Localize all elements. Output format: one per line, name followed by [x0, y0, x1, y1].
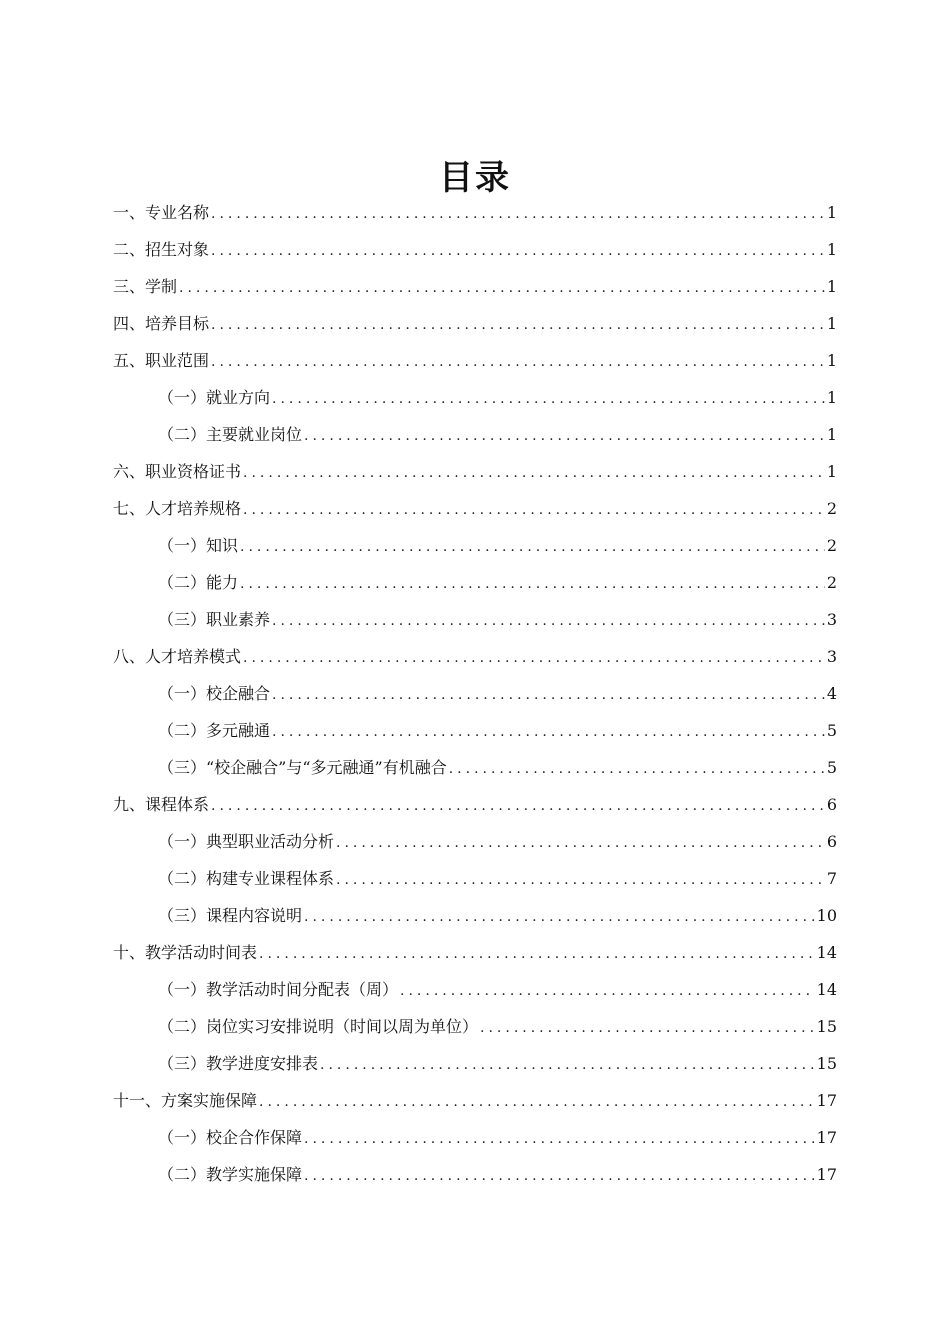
toc-entry-page-number: 1 [826, 351, 837, 370]
toc-entry-label: 六、职业资格证书 [113, 462, 242, 481]
toc-entry-label: （三）职业素养 [158, 610, 271, 629]
toc-entry-label: 十一、方案实施保障 [113, 1091, 258, 1110]
toc-entry[interactable] [113, 342, 837, 379]
toc-entry-page-number: 3 [826, 610, 837, 629]
toc-entry[interactable] [113, 749, 837, 786]
toc-entry[interactable] [113, 527, 837, 564]
toc-entry-label: 二、招生对象 [113, 240, 210, 259]
toc-entry[interactable] [113, 712, 837, 749]
table-of-contents [113, 194, 837, 1193]
toc-entry-label: （二）岗位实习安排说明（时间以周为单位） [158, 1017, 479, 1036]
dot-leader [211, 307, 825, 344]
toc-entry-label: （三）课程内容说明 [158, 906, 303, 925]
toc-entry-label: 五、职业范围 [113, 351, 210, 370]
dot-leader [211, 233, 825, 270]
toc-entry-page-number: 6 [826, 795, 837, 814]
dot-leader [211, 788, 825, 825]
toc-entry-label: 八、人才培养模式 [113, 647, 242, 666]
toc-entry[interactable] [113, 231, 837, 268]
dot-leader [211, 344, 825, 381]
dot-leader [243, 492, 825, 529]
dot-leader [259, 936, 815, 973]
dot-leader [240, 529, 825, 566]
toc-entry-page-number: 7 [826, 869, 837, 888]
toc-entry[interactable] [113, 971, 837, 1008]
toc-entry-page-number: 5 [826, 721, 837, 740]
dot-leader [304, 418, 825, 455]
toc-entry[interactable] [113, 860, 837, 897]
dot-leader [336, 825, 825, 862]
toc-entry-page-number: 4 [826, 684, 837, 703]
toc-entry[interactable] [113, 1008, 837, 1045]
toc-entry-page-number: 2 [826, 536, 837, 555]
toc-entry[interactable] [113, 416, 837, 453]
dot-leader [243, 455, 825, 492]
dot-leader [211, 196, 825, 233]
toc-entry[interactable] [113, 564, 837, 601]
toc-entry[interactable] [113, 638, 837, 675]
toc-entry-page-number: 15 [816, 1054, 837, 1073]
toc-entry[interactable] [113, 379, 837, 416]
toc-entry-label: （三）“校企融合”与“多元融通”有机融合 [158, 758, 447, 777]
dot-leader [304, 899, 815, 936]
dot-leader [304, 1121, 815, 1158]
toc-entry[interactable] [113, 1082, 837, 1119]
toc-entry-label: （一）教学活动时间分配表（周） [158, 980, 399, 999]
toc-entry[interactable] [113, 453, 837, 490]
dot-leader [272, 714, 825, 751]
dot-leader [272, 381, 825, 418]
toc-entry-label: （一）典型职业活动分析 [158, 832, 335, 851]
toc-entry-page-number: 17 [816, 1165, 837, 1184]
dot-leader [272, 677, 825, 714]
dot-leader [336, 862, 825, 899]
toc-entry-label: （一）就业方向 [158, 388, 271, 407]
toc-entry-page-number: 14 [816, 943, 837, 962]
dot-leader [243, 640, 825, 677]
toc-entry[interactable] [113, 601, 837, 638]
toc-entry-page-number: 17 [816, 1091, 837, 1110]
toc-entry[interactable] [113, 786, 837, 823]
toc-entry[interactable] [113, 490, 837, 527]
toc-entry-label: （二）教学实施保障 [158, 1165, 303, 1184]
toc-entry[interactable] [113, 934, 837, 971]
dot-leader [179, 270, 825, 307]
dot-leader [240, 566, 825, 603]
toc-entry-label: （一）知识 [158, 536, 239, 555]
toc-entry-page-number: 1 [826, 425, 837, 444]
toc-entry-label: （二）能力 [158, 573, 239, 592]
toc-entry[interactable] [113, 1156, 837, 1193]
toc-entry-label: 七、人才培养规格 [113, 499, 242, 518]
toc-entry[interactable] [113, 194, 837, 231]
toc-entry-label: 三、学制 [113, 277, 178, 296]
toc-entry-label: （二）多元融通 [158, 721, 271, 740]
dot-leader [449, 751, 825, 788]
toc-entry-page-number: 14 [816, 980, 837, 999]
toc-entry-label: （二）主要就业岗位 [158, 425, 303, 444]
toc-entry-page-number: 1 [826, 388, 837, 407]
toc-entry[interactable] [113, 268, 837, 305]
toc-entry-page-number: 17 [816, 1128, 837, 1147]
toc-entry[interactable] [113, 1119, 837, 1156]
toc-entry[interactable] [113, 1045, 837, 1082]
toc-entry-label: 十、教学活动时间表 [113, 943, 258, 962]
page-title: 目录 [439, 157, 511, 198]
toc-entry-label: （二）构建专业课程体系 [158, 869, 335, 888]
dot-leader [259, 1084, 815, 1121]
dot-leader [320, 1047, 815, 1084]
dot-leader [304, 1158, 815, 1195]
toc-entry[interactable] [113, 823, 837, 860]
toc-entry-page-number: 1 [826, 462, 837, 481]
toc-entry[interactable] [113, 675, 837, 712]
toc-entry[interactable] [113, 897, 837, 934]
toc-entry-page-number: 1 [826, 314, 837, 333]
toc-entry-page-number: 1 [826, 240, 837, 259]
toc-entry-label: 一、专业名称 [113, 203, 210, 222]
toc-entry-page-number: 3 [826, 647, 837, 666]
toc-entry-label: 四、培养目标 [113, 314, 210, 333]
toc-entry-page-number: 1 [826, 203, 837, 222]
toc-entry-page-number: 10 [816, 906, 837, 925]
toc-entry-label: （三）教学进度安排表 [158, 1054, 319, 1073]
toc-entry-label: （一）校企融合 [158, 684, 271, 703]
dot-leader [400, 973, 815, 1010]
toc-entry-label: 九、课程体系 [113, 795, 210, 814]
toc-entry-page-number: 1 [826, 277, 837, 296]
dot-leader [272, 603, 825, 640]
dot-leader [480, 1010, 815, 1047]
toc-entry-page-number: 6 [826, 832, 837, 851]
toc-entry-page-number: 2 [826, 499, 837, 518]
toc-entry-page-number: 5 [826, 758, 837, 777]
toc-entry-label: （一）校企合作保障 [158, 1128, 303, 1147]
toc-entry-page-number: 2 [826, 573, 837, 592]
toc-entry-page-number: 15 [816, 1017, 837, 1036]
toc-entry[interactable] [113, 305, 837, 342]
